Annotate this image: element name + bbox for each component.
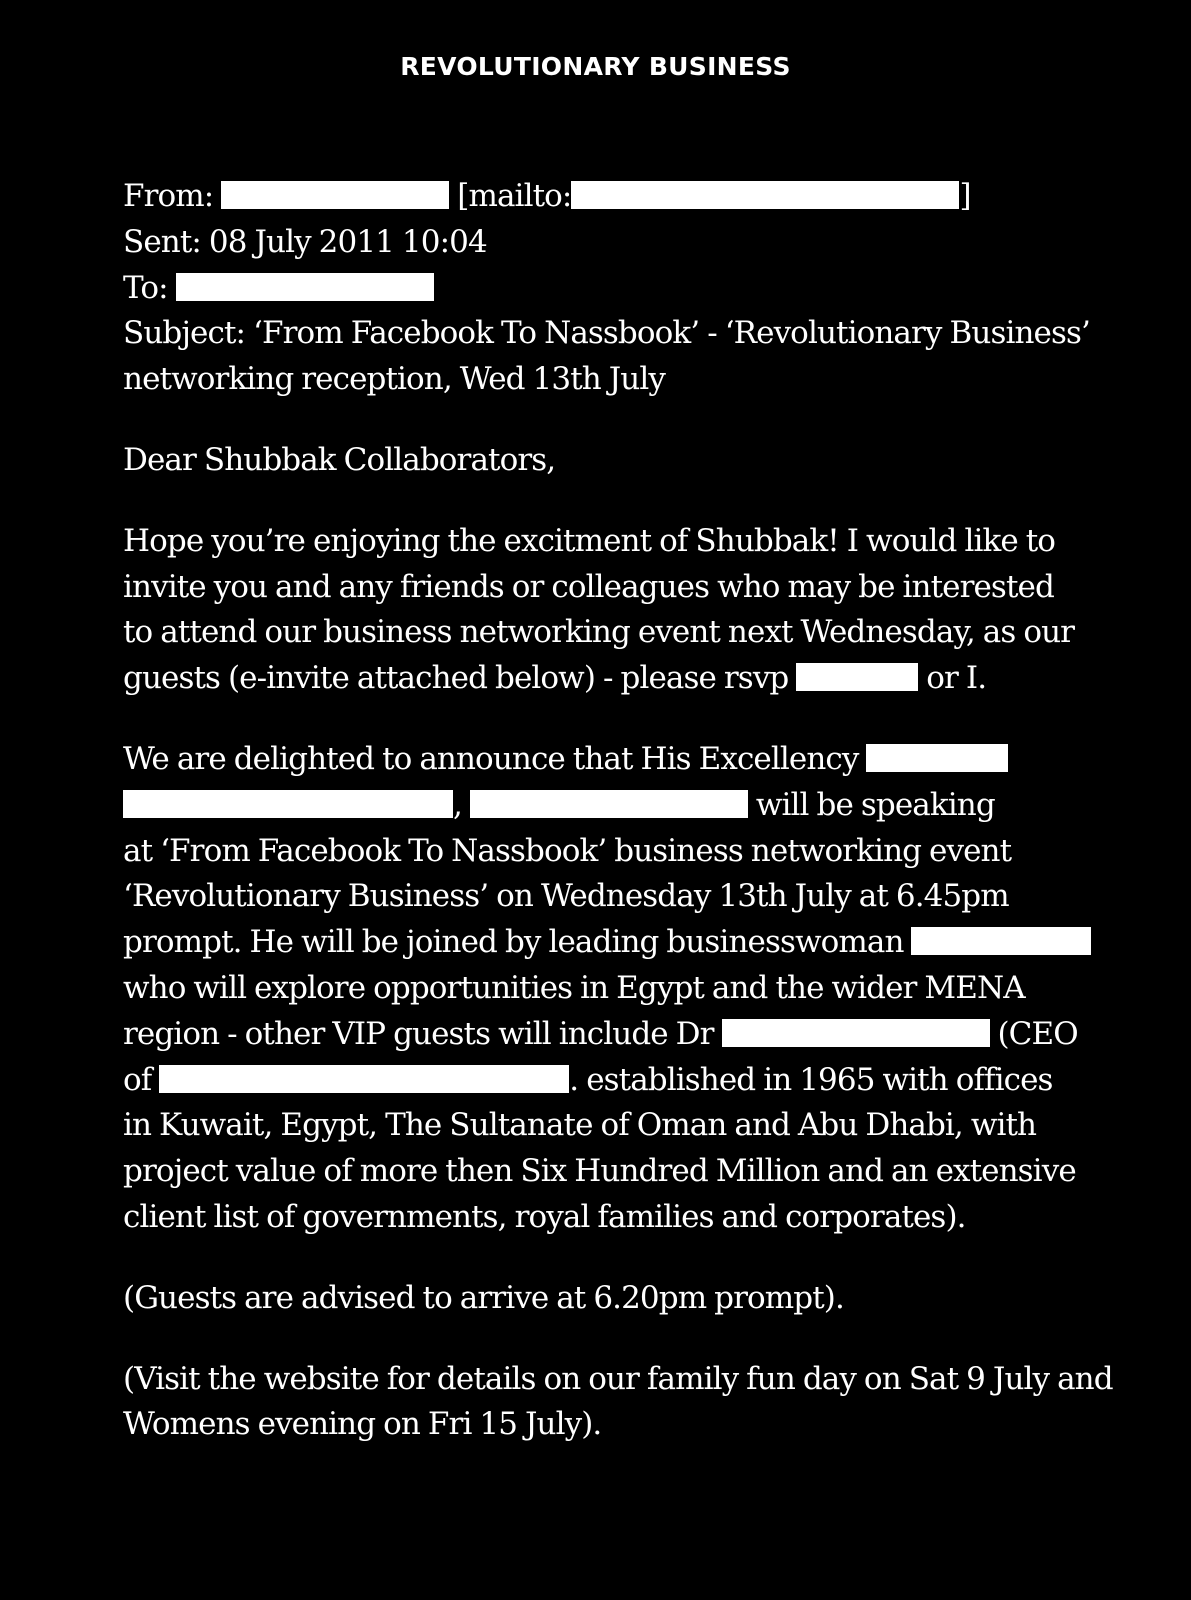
sent-line: Sent: 08 July 2011 10:04 bbox=[123, 223, 487, 260]
text-fragment: guests (e-invite attached below) - please rsvp bbox=[123, 660, 797, 697]
text-line: (Visit the website for details on our family fun day on Sat 9 July and bbox=[123, 1360, 1113, 1397]
text-line bbox=[123, 656, 1123, 702]
text-line: who will explore opportunities in Egypt and the wider MENA bbox=[123, 969, 1025, 1006]
redacted-rsvp-name bbox=[796, 663, 918, 691]
redacted-businesswoman-name bbox=[911, 927, 1091, 955]
text-fragment: of bbox=[123, 1061, 160, 1098]
paragraph-announcement bbox=[123, 737, 1123, 1241]
text-line: in Kuwait, Egypt, The Sultanate of Oman and Abu Dhabi, with bbox=[123, 1107, 1037, 1144]
paragraph-arrival: (Guests are advised to arrive at 6.20pm prompt). bbox=[123, 1279, 844, 1316]
text-fragment: will be speaking bbox=[747, 786, 995, 823]
page-title: REVOLUTIONARY BUSINESS bbox=[400, 52, 791, 81]
greeting: Dear Shubbak Collaborators, bbox=[123, 441, 556, 478]
text-line: client list of governments, royal families and corporates). bbox=[123, 1198, 966, 1235]
text-line: project value of more then Six Hundred Million and an extensive bbox=[123, 1153, 1076, 1190]
redacted-excellency-name bbox=[866, 744, 1008, 772]
text-line: at ‘From Facebook To Nassbook’ business networking event bbox=[123, 832, 1012, 869]
text-line: ‘Revolutionary Business’ on Wednesday 13th July at 6.45pm bbox=[123, 878, 1009, 915]
text-fragment: or I. bbox=[918, 660, 987, 697]
text-fragment: region - other VIP guests will include Dr bbox=[123, 1015, 722, 1052]
subject-line-2: networking reception, Wed 13th July bbox=[123, 361, 665, 398]
redacted-speaker-name bbox=[470, 790, 748, 818]
text-fragment: , bbox=[453, 786, 462, 823]
email-content bbox=[123, 174, 1123, 1483]
to-label: To: bbox=[123, 269, 168, 306]
paragraph-website bbox=[123, 1357, 1123, 1449]
text-line bbox=[123, 1058, 1123, 1104]
text-line bbox=[123, 737, 1123, 783]
redacted-excellency-title bbox=[123, 790, 453, 818]
mailto-close: ] bbox=[959, 178, 971, 214]
mailto-open: [mailto: bbox=[457, 178, 572, 214]
text-line bbox=[123, 783, 1123, 829]
subject-line-1: Subject: ‘From Facebook To Nassbook’ - ‘Revolutionary Business’ bbox=[123, 315, 1090, 352]
text-fragment: (CEO bbox=[989, 1015, 1078, 1052]
redacted-recipient bbox=[176, 273, 434, 301]
redacted-sender-email bbox=[571, 181, 959, 209]
redacted-ceo-name bbox=[722, 1019, 990, 1047]
from-label: From: bbox=[123, 178, 214, 214]
text-fragment: We are delighted to announce that His Excellency bbox=[123, 740, 867, 777]
text-line: to attend our business networking event next Wednesday, as our bbox=[123, 614, 1075, 651]
redacted-company-name bbox=[159, 1065, 569, 1093]
text-line: Womens evening on Fri 15 July). bbox=[123, 1406, 602, 1443]
text-line: Hope you’re enjoying the excitment of Shubbak! I would like to bbox=[123, 522, 1056, 559]
redacted-sender-name bbox=[221, 181, 449, 209]
to-line bbox=[123, 266, 1123, 312]
from-line bbox=[123, 174, 1123, 220]
text-fragment: prompt. He will be joined by leading businesswoman bbox=[123, 924, 912, 961]
text-fragment: . established in 1965 with offices bbox=[569, 1061, 1053, 1098]
text-line bbox=[123, 920, 1123, 966]
email-header bbox=[123, 174, 1123, 403]
paragraph-invitation bbox=[123, 519, 1123, 702]
text-line bbox=[123, 1012, 1123, 1058]
text-line: invite you and any friends or colleagues who may be interested bbox=[123, 568, 1054, 605]
